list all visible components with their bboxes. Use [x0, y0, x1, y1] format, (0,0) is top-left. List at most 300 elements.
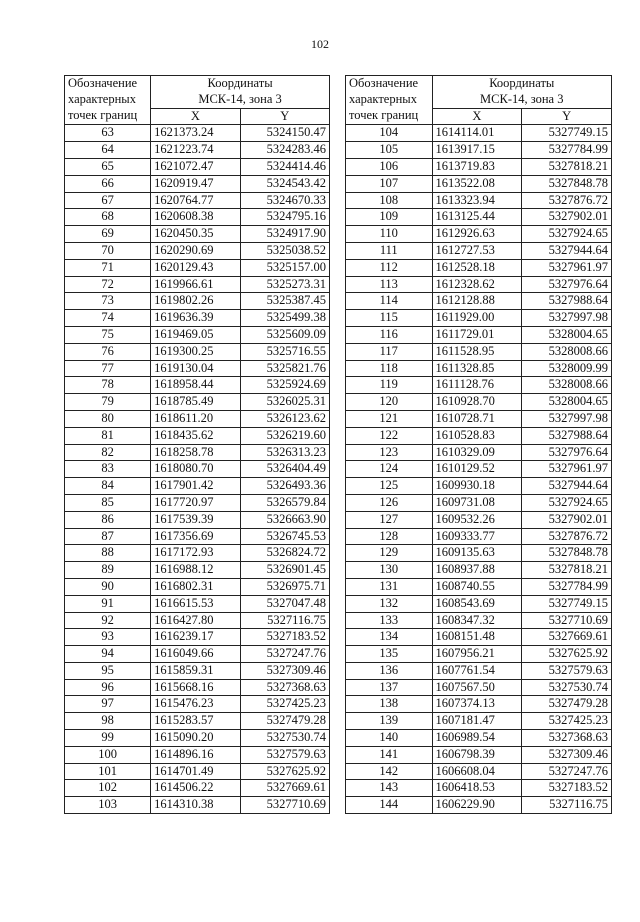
point-number-cell: 84: [65, 478, 151, 495]
x-coordinate-cell: 1613522.08: [432, 175, 522, 192]
table-row: [346, 679, 612, 696]
x-coordinate-cell: 1618080.70: [151, 461, 240, 478]
x-coordinate-cell: 1607567.50: [432, 679, 522, 696]
header-y: Y: [522, 108, 612, 125]
x-coordinate-cell: 1610528.83: [432, 427, 522, 444]
x-coordinate-cell: 1607181.47: [432, 713, 522, 730]
point-number-cell: 74: [65, 310, 151, 327]
table-row: [65, 746, 330, 763]
y-coordinate-cell: 5328008.66: [522, 343, 612, 360]
table-row: [346, 461, 612, 478]
point-number-cell: 87: [65, 528, 151, 545]
table-row: [346, 713, 612, 730]
table-row: [65, 326, 330, 343]
point-number-cell: 108: [346, 192, 433, 209]
x-coordinate-cell: 1608740.55: [432, 578, 522, 595]
table-row: [65, 259, 330, 276]
table-row: [65, 763, 330, 780]
y-coordinate-cell: 5326493.36: [240, 478, 329, 495]
point-number-cell: 132: [346, 595, 433, 612]
x-coordinate-cell: 1611929.00: [432, 310, 522, 327]
x-coordinate-cell: 1619966.61: [151, 276, 240, 293]
point-number-cell: 142: [346, 763, 433, 780]
x-coordinate-cell: 1615859.31: [151, 662, 240, 679]
point-number-cell: 93: [65, 629, 151, 646]
table-row: [65, 158, 330, 175]
point-number-cell: 118: [346, 360, 433, 377]
point-number-cell: 123: [346, 444, 433, 461]
table-row: [346, 696, 612, 713]
point-number-cell: 95: [65, 662, 151, 679]
y-coordinate-cell: 5327902.01: [522, 209, 612, 226]
table-row: [346, 158, 612, 175]
x-coordinate-cell: 1615283.57: [151, 713, 240, 730]
x-coordinate-cell: 1620450.35: [151, 226, 240, 243]
table-row: [65, 780, 330, 797]
point-number-cell: 76: [65, 343, 151, 360]
y-coordinate-cell: 5327309.46: [240, 662, 329, 679]
header-x: X: [151, 108, 240, 125]
header-coords-line: Координаты: [489, 76, 555, 90]
point-number-cell: 96: [65, 679, 151, 696]
coordinates-table-right: [345, 75, 612, 814]
table-row: [65, 142, 330, 159]
y-coordinate-cell: 5324414.46: [240, 158, 329, 175]
point-number-cell: 124: [346, 461, 433, 478]
header-coordinates: [432, 76, 612, 109]
table-row: [65, 511, 330, 528]
y-coordinate-cell: 5324150.47: [240, 125, 329, 142]
point-number-cell: 100: [65, 746, 151, 763]
y-coordinate-cell: 5326901.45: [240, 562, 329, 579]
table-row: [346, 595, 612, 612]
page-number: 102: [311, 37, 329, 51]
y-coordinate-cell: 5327944.64: [522, 478, 612, 495]
table-row: [65, 242, 330, 259]
table-row: [65, 360, 330, 377]
coordinates-table-left: [64, 75, 330, 814]
y-coordinate-cell: 5328008.66: [522, 377, 612, 394]
point-number-cell: 79: [65, 394, 151, 411]
point-number-cell: 71: [65, 259, 151, 276]
header-coords-line: МСК-14, зона 3: [480, 91, 564, 106]
table-row: [346, 763, 612, 780]
table-row: [65, 377, 330, 394]
x-coordinate-cell: 1617356.69: [151, 528, 240, 545]
header-label-line: Обозначение: [68, 76, 138, 90]
point-number-cell: 83: [65, 461, 151, 478]
x-coordinate-cell: 1612727.53: [432, 242, 522, 259]
point-number-cell: 140: [346, 730, 433, 747]
table-row: [65, 545, 330, 562]
y-coordinate-cell: 5327902.01: [522, 511, 612, 528]
table-row: [65, 461, 330, 478]
header-label-line: характерных: [68, 91, 136, 106]
x-coordinate-cell: 1620290.69: [151, 242, 240, 259]
y-coordinate-cell: 5325609.09: [240, 326, 329, 343]
x-coordinate-cell: 1607956.21: [432, 646, 522, 663]
point-number-cell: 89: [65, 562, 151, 579]
table-row: [346, 310, 612, 327]
table-row: [346, 192, 612, 209]
x-coordinate-cell: 1616049.66: [151, 646, 240, 663]
table-row: [346, 545, 612, 562]
x-coordinate-cell: 1616615.53: [151, 595, 240, 612]
x-coordinate-cell: 1606989.54: [432, 730, 522, 747]
x-coordinate-cell: 1614114.01: [432, 125, 522, 142]
x-coordinate-cell: 1610329.09: [432, 444, 522, 461]
x-coordinate-cell: 1609930.18: [432, 478, 522, 495]
table-row: [346, 746, 612, 763]
table-row: [65, 612, 330, 629]
x-coordinate-cell: 1606798.39: [432, 746, 522, 763]
y-coordinate-cell: 5327818.21: [522, 158, 612, 175]
y-coordinate-cell: 5327183.52: [240, 629, 329, 646]
table-row: [65, 595, 330, 612]
right-table-body: [346, 125, 612, 814]
table-row: [65, 226, 330, 243]
point-number-cell: 114: [346, 293, 433, 310]
x-coordinate-cell: 1620764.77: [151, 192, 240, 209]
y-coordinate-cell: 5327976.64: [522, 444, 612, 461]
table-row: [65, 394, 330, 411]
point-number-cell: 68: [65, 209, 151, 226]
point-number-cell: 109: [346, 209, 433, 226]
point-number-cell: 66: [65, 175, 151, 192]
x-coordinate-cell: 1615090.20: [151, 730, 240, 747]
x-coordinate-cell: 1621373.24: [151, 125, 240, 142]
x-coordinate-cell: 1613323.94: [432, 192, 522, 209]
table-row: [65, 276, 330, 293]
y-coordinate-cell: 5325821.76: [240, 360, 329, 377]
point-number-cell: 103: [65, 797, 151, 814]
x-coordinate-cell: 1608543.69: [432, 595, 522, 612]
x-coordinate-cell: 1608347.32: [432, 612, 522, 629]
point-number-cell: 136: [346, 662, 433, 679]
table-row: [346, 612, 612, 629]
point-number-cell: 72: [65, 276, 151, 293]
table-row: [65, 528, 330, 545]
table-row: [346, 343, 612, 360]
table-row: [65, 494, 330, 511]
table-row: [65, 410, 330, 427]
x-coordinate-cell: 1612926.63: [432, 226, 522, 243]
y-coordinate-cell: 5327669.61: [522, 629, 612, 646]
table-row: [65, 578, 330, 595]
y-coordinate-cell: 5327784.99: [522, 142, 612, 159]
point-number-cell: 78: [65, 377, 151, 394]
y-coordinate-cell: 5327988.64: [522, 427, 612, 444]
y-coordinate-cell: 5325387.45: [240, 293, 329, 310]
y-coordinate-cell: 5324795.16: [240, 209, 329, 226]
header-coords-line: Координаты: [207, 76, 273, 90]
point-number-cell: 133: [346, 612, 433, 629]
table-row: [346, 242, 612, 259]
y-coordinate-cell: 5326123.62: [240, 410, 329, 427]
point-number-cell: 138: [346, 696, 433, 713]
x-coordinate-cell: 1612328.62: [432, 276, 522, 293]
y-coordinate-cell: 5327876.72: [522, 528, 612, 545]
x-coordinate-cell: 1609731.08: [432, 494, 522, 511]
table-row: [65, 293, 330, 310]
table-row: [346, 528, 612, 545]
x-coordinate-cell: 1619636.39: [151, 310, 240, 327]
x-coordinate-cell: 1606229.90: [432, 797, 522, 814]
point-number-cell: 82: [65, 444, 151, 461]
point-number-cell: 115: [346, 310, 433, 327]
x-coordinate-cell: 1606608.04: [432, 763, 522, 780]
point-number-cell: 69: [65, 226, 151, 243]
x-coordinate-cell: 1615476.23: [151, 696, 240, 713]
point-number-cell: 143: [346, 780, 433, 797]
y-coordinate-cell: 5327848.78: [522, 175, 612, 192]
y-coordinate-cell: 5326025.31: [240, 394, 329, 411]
point-number-cell: 73: [65, 293, 151, 310]
point-number-cell: 81: [65, 427, 151, 444]
table-row: [65, 629, 330, 646]
y-coordinate-cell: 5327425.23: [522, 713, 612, 730]
x-coordinate-cell: 1615668.16: [151, 679, 240, 696]
y-coordinate-cell: 5327116.75: [522, 797, 612, 814]
table-row: [346, 478, 612, 495]
point-number-cell: 106: [346, 158, 433, 175]
y-coordinate-cell: 5326824.72: [240, 545, 329, 562]
y-coordinate-cell: 5324917.90: [240, 226, 329, 243]
point-number-cell: 116: [346, 326, 433, 343]
table-row: [346, 175, 612, 192]
y-coordinate-cell: 5327579.63: [522, 662, 612, 679]
point-number-cell: 129: [346, 545, 433, 562]
x-coordinate-cell: 1610728.71: [432, 410, 522, 427]
point-number-cell: 130: [346, 562, 433, 579]
x-coordinate-cell: 1609333.77: [432, 528, 522, 545]
table-row: [346, 797, 612, 814]
y-coordinate-cell: 5327625.92: [240, 763, 329, 780]
y-coordinate-cell: 5324543.42: [240, 175, 329, 192]
header-point-label: [65, 76, 151, 125]
point-number-cell: 110: [346, 226, 433, 243]
point-number-cell: 80: [65, 410, 151, 427]
x-coordinate-cell: 1611528.95: [432, 343, 522, 360]
x-coordinate-cell: 1614506.22: [151, 780, 240, 797]
y-coordinate-cell: 5327710.69: [522, 612, 612, 629]
y-coordinate-cell: 5326404.49: [240, 461, 329, 478]
point-number-cell: 94: [65, 646, 151, 663]
x-coordinate-cell: 1619802.26: [151, 293, 240, 310]
y-coordinate-cell: 5327247.76: [522, 763, 612, 780]
point-number-cell: 135: [346, 646, 433, 663]
header-label-line: Обозначение: [349, 76, 419, 90]
table-row: [65, 562, 330, 579]
y-coordinate-cell: 5327530.74: [240, 730, 329, 747]
x-coordinate-cell: 1618611.20: [151, 410, 240, 427]
y-coordinate-cell: 5327309.46: [522, 746, 612, 763]
table-row: [65, 713, 330, 730]
y-coordinate-cell: 5324283.46: [240, 142, 329, 159]
y-coordinate-cell: 5325716.55: [240, 343, 329, 360]
y-coordinate-cell: 5328004.65: [522, 394, 612, 411]
x-coordinate-cell: 1611328.85: [432, 360, 522, 377]
point-number-cell: 121: [346, 410, 433, 427]
y-coordinate-cell: 5327530.74: [522, 679, 612, 696]
x-coordinate-cell: 1618435.62: [151, 427, 240, 444]
y-coordinate-cell: 5327579.63: [240, 746, 329, 763]
header-x: X: [432, 108, 522, 125]
table-row: [65, 310, 330, 327]
y-coordinate-cell: 5327944.64: [522, 242, 612, 259]
point-number-cell: 111: [346, 242, 433, 259]
table-row: [65, 125, 330, 142]
y-coordinate-cell: 5327479.28: [522, 696, 612, 713]
point-number-cell: 139: [346, 713, 433, 730]
point-number-cell: 67: [65, 192, 151, 209]
y-coordinate-cell: 5326975.71: [240, 578, 329, 595]
table-row: [346, 209, 612, 226]
x-coordinate-cell: 1608937.88: [432, 562, 522, 579]
y-coordinate-cell: 5327961.97: [522, 461, 612, 478]
point-number-cell: 131: [346, 578, 433, 595]
point-number-cell: 75: [65, 326, 151, 343]
y-coordinate-cell: 5327749.15: [522, 595, 612, 612]
y-coordinate-cell: 5325924.69: [240, 377, 329, 394]
y-coordinate-cell: 5327116.75: [240, 612, 329, 629]
point-number-cell: 104: [346, 125, 433, 142]
table-row: [346, 293, 612, 310]
y-coordinate-cell: 5326663.90: [240, 511, 329, 528]
x-coordinate-cell: 1610129.52: [432, 461, 522, 478]
y-coordinate-cell: 5328009.99: [522, 360, 612, 377]
table-row: [65, 679, 330, 696]
table-row: [346, 662, 612, 679]
point-number-cell: 126: [346, 494, 433, 511]
x-coordinate-cell: 1611128.76: [432, 377, 522, 394]
table-row: [65, 175, 330, 192]
y-coordinate-cell: 5327625.92: [522, 646, 612, 663]
table-row: [65, 662, 330, 679]
point-number-cell: 134: [346, 629, 433, 646]
point-number-cell: 85: [65, 494, 151, 511]
header-coordinates: [151, 76, 330, 109]
x-coordinate-cell: 1617901.42: [151, 478, 240, 495]
table-row: [346, 394, 612, 411]
table-row: [346, 780, 612, 797]
y-coordinate-cell: 5327247.76: [240, 646, 329, 663]
point-number-cell: 102: [65, 780, 151, 797]
table-row: [346, 629, 612, 646]
x-coordinate-cell: 1613719.83: [432, 158, 522, 175]
table-row: [346, 410, 612, 427]
x-coordinate-cell: 1616802.31: [151, 578, 240, 595]
point-number-cell: 64: [65, 142, 151, 159]
x-coordinate-cell: 1620129.43: [151, 259, 240, 276]
point-number-cell: 63: [65, 125, 151, 142]
table-row: [346, 511, 612, 528]
x-coordinate-cell: 1607761.54: [432, 662, 522, 679]
x-coordinate-cell: 1618958.44: [151, 377, 240, 394]
y-coordinate-cell: 5327924.65: [522, 494, 612, 511]
table-row: [346, 226, 612, 243]
x-coordinate-cell: 1610928.70: [432, 394, 522, 411]
point-number-cell: 65: [65, 158, 151, 175]
x-coordinate-cell: 1619300.25: [151, 343, 240, 360]
y-coordinate-cell: 5327997.98: [522, 310, 612, 327]
x-coordinate-cell: 1621223.74: [151, 142, 240, 159]
point-number-cell: 125: [346, 478, 433, 495]
x-coordinate-cell: 1617539.39: [151, 511, 240, 528]
x-coordinate-cell: 1612128.88: [432, 293, 522, 310]
table-row: [346, 427, 612, 444]
x-coordinate-cell: 1614896.16: [151, 746, 240, 763]
point-number-cell: 117: [346, 343, 433, 360]
point-number-cell: 128: [346, 528, 433, 545]
table-row: [65, 696, 330, 713]
table-row: [65, 478, 330, 495]
y-coordinate-cell: 5326219.60: [240, 427, 329, 444]
point-number-cell: 101: [65, 763, 151, 780]
header-coords-line: МСК-14, зона 3: [198, 91, 282, 106]
x-coordinate-cell: 1620919.47: [151, 175, 240, 192]
point-number-cell: 120: [346, 394, 433, 411]
table-row: [346, 125, 612, 142]
x-coordinate-cell: 1619130.04: [151, 360, 240, 377]
x-coordinate-cell: 1618785.49: [151, 394, 240, 411]
x-coordinate-cell: 1621072.47: [151, 158, 240, 175]
x-coordinate-cell: 1608151.48: [432, 629, 522, 646]
point-number-cell: 88: [65, 545, 151, 562]
point-number-cell: 99: [65, 730, 151, 747]
header-label-line: точек границ: [349, 107, 419, 122]
point-number-cell: 92: [65, 612, 151, 629]
point-number-cell: 107: [346, 175, 433, 192]
table-row: [346, 578, 612, 595]
table-row: [65, 730, 330, 747]
table-row: [346, 360, 612, 377]
x-coordinate-cell: 1614701.49: [151, 763, 240, 780]
x-coordinate-cell: 1613917.15: [432, 142, 522, 159]
point-number-cell: 105: [346, 142, 433, 159]
y-coordinate-cell: 5325157.00: [240, 259, 329, 276]
table-row: [346, 326, 612, 343]
x-coordinate-cell: 1609135.63: [432, 545, 522, 562]
y-coordinate-cell: 5327479.28: [240, 713, 329, 730]
y-coordinate-cell: 5327848.78: [522, 545, 612, 562]
table-row: [65, 343, 330, 360]
y-coordinate-cell: 5326745.53: [240, 528, 329, 545]
table-row: [346, 276, 612, 293]
y-coordinate-cell: 5327988.64: [522, 293, 612, 310]
point-number-cell: 137: [346, 679, 433, 696]
x-coordinate-cell: 1611729.01: [432, 326, 522, 343]
x-coordinate-cell: 1620608.38: [151, 209, 240, 226]
x-coordinate-cell: 1613125.44: [432, 209, 522, 226]
y-coordinate-cell: 5327876.72: [522, 192, 612, 209]
y-coordinate-cell: 5327425.23: [240, 696, 329, 713]
y-coordinate-cell: 5327784.99: [522, 578, 612, 595]
y-coordinate-cell: 5327818.21: [522, 562, 612, 579]
table-row: [65, 797, 330, 814]
header-point-label: [346, 76, 433, 125]
y-coordinate-cell: 5327997.98: [522, 410, 612, 427]
table-row: [65, 209, 330, 226]
y-coordinate-cell: 5327961.97: [522, 259, 612, 276]
y-coordinate-cell: 5327183.52: [522, 780, 612, 797]
header-label-line: точек границ: [68, 107, 138, 122]
y-coordinate-cell: 5325499.38: [240, 310, 329, 327]
point-number-cell: 127: [346, 511, 433, 528]
x-coordinate-cell: 1617720.97: [151, 494, 240, 511]
table-row: [65, 444, 330, 461]
x-coordinate-cell: 1616427.80: [151, 612, 240, 629]
